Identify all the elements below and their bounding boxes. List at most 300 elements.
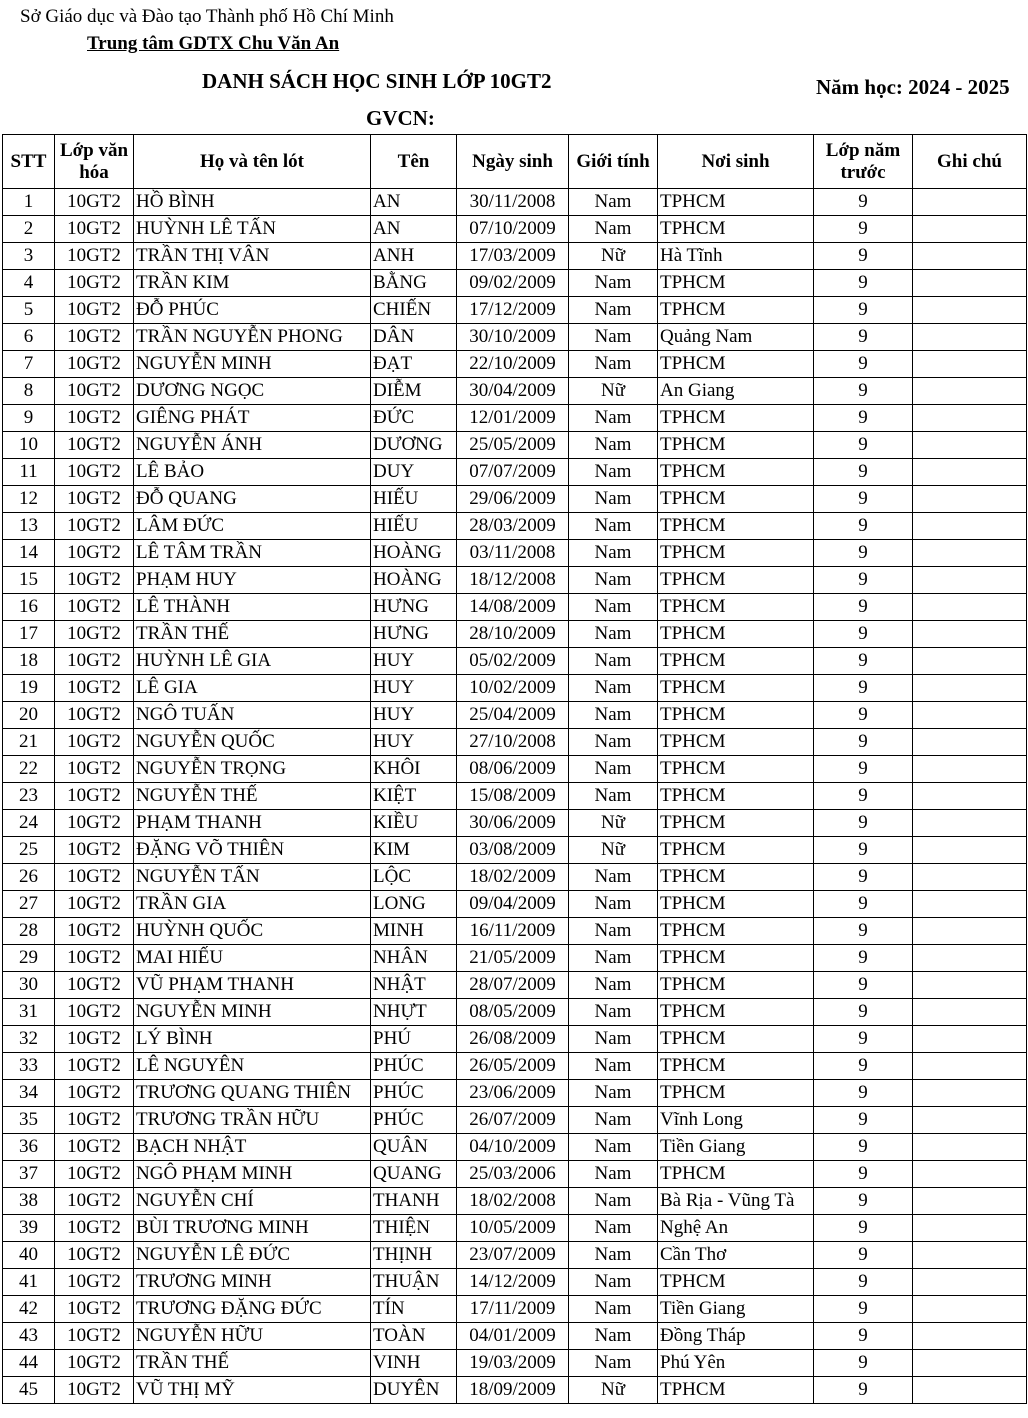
cell-last-middle-name: BẠCH NHẬT [134,1134,371,1161]
table-row [3,810,1027,837]
cell-last-middle-name: NGUYỄN LÊ ĐỨC [134,1242,371,1269]
cell-birthplace: TPHCM [658,1080,814,1107]
cell-birthplace: Phú Yên [658,1350,814,1377]
table-row [3,891,1027,918]
cell-gender: Nam [569,1215,658,1242]
cell-last-middle-name: PHẠM HUY [134,567,371,594]
table-row [3,837,1027,864]
cell-first-name: PHÚ [371,1026,457,1053]
table-row [3,324,1027,351]
cell-birthplace: TPHCM [658,270,814,297]
cell-first-name: KHÔI [371,756,457,783]
column-header-gender: Giới tính [569,135,658,189]
cell-first-name: DUY [371,459,457,486]
cell-stt: 16 [3,594,55,621]
cell-first-name: HUY [371,729,457,756]
cell-stt: 39 [3,1215,55,1242]
cell-gender: Nam [569,405,658,432]
cell-previous-class: 9 [814,1296,913,1323]
cell-stt: 43 [3,1323,55,1350]
cell-birthplace: TPHCM [658,756,814,783]
cell-stt: 42 [3,1296,55,1323]
cell-stt: 45 [3,1377,55,1404]
cell-stt: 23 [3,783,55,810]
cell-notes [913,729,1027,756]
cell-first-name: KIỀU [371,810,457,837]
cell-class: 10GT2 [55,1269,134,1296]
cell-gender: Nam [569,1053,658,1080]
cell-notes [913,972,1027,999]
cell-stt: 1 [3,189,55,216]
cell-notes [913,405,1027,432]
cell-notes [913,648,1027,675]
table-row [3,540,1027,567]
cell-previous-class: 9 [814,513,913,540]
cell-previous-class: 9 [814,1377,913,1404]
cell-class: 10GT2 [55,675,134,702]
cell-notes [913,459,1027,486]
cell-previous-class: 9 [814,297,913,324]
cell-notes [913,810,1027,837]
cell-previous-class: 9 [814,702,913,729]
cell-last-middle-name: NGÔ PHẠM MINH [134,1161,371,1188]
cell-birthplace: TPHCM [658,567,814,594]
cell-notes [913,1107,1027,1134]
cell-first-name: HUY [371,702,457,729]
cell-last-middle-name: LÂM ĐỨC [134,513,371,540]
cell-stt: 40 [3,1242,55,1269]
cell-gender: Nam [569,1026,658,1053]
cell-previous-class: 9 [814,1134,913,1161]
cell-previous-class: 9 [814,1269,913,1296]
cell-gender: Nam [569,1323,658,1350]
cell-notes [913,1053,1027,1080]
cell-birthplace: TPHCM [658,1377,814,1404]
cell-last-middle-name: ĐỖ PHÚC [134,297,371,324]
table-row [3,1296,1027,1323]
cell-previous-class: 9 [814,216,913,243]
cell-birthplace: TPHCM [658,1161,814,1188]
cell-birthdate: 28/03/2009 [457,513,569,540]
column-header-last-middle-name: Họ và tên lót [134,135,371,189]
cell-previous-class: 9 [814,594,913,621]
table-row [3,756,1027,783]
cell-gender: Nam [569,216,658,243]
cell-birthplace: Bà Rịa - Vũng Tà [658,1188,814,1215]
cell-class: 10GT2 [55,837,134,864]
cell-class: 10GT2 [55,1080,134,1107]
cell-gender: Nam [569,594,658,621]
table-row [3,1134,1027,1161]
cell-previous-class: 9 [814,1350,913,1377]
cell-class: 10GT2 [55,486,134,513]
cell-class: 10GT2 [55,1107,134,1134]
cell-first-name: TÍN [371,1296,457,1323]
cell-first-name: DIỄM [371,378,457,405]
cell-birthdate: 07/10/2009 [457,216,569,243]
cell-birthplace: Đồng Tháp [658,1323,814,1350]
cell-notes [913,1296,1027,1323]
cell-notes [913,999,1027,1026]
table-row [3,783,1027,810]
cell-birthplace: TPHCM [658,702,814,729]
cell-class: 10GT2 [55,1188,134,1215]
cell-birthdate: 25/04/2009 [457,702,569,729]
cell-class: 10GT2 [55,1242,134,1269]
cell-gender: Nam [569,918,658,945]
cell-birthdate: 23/07/2009 [457,1242,569,1269]
cell-gender: Nam [569,1080,658,1107]
cell-previous-class: 9 [814,864,913,891]
cell-class: 10GT2 [55,270,134,297]
table-row [3,675,1027,702]
cell-previous-class: 9 [814,1026,913,1053]
cell-birthplace: TPHCM [658,675,814,702]
table-row [3,378,1027,405]
cell-stt: 8 [3,378,55,405]
table-row [3,702,1027,729]
cell-notes [913,837,1027,864]
cell-class: 10GT2 [55,1134,134,1161]
cell-previous-class: 9 [814,1053,913,1080]
cell-notes [913,486,1027,513]
cell-last-middle-name: MAI HIẾU [134,945,371,972]
cell-stt: 21 [3,729,55,756]
table-row [3,1269,1027,1296]
cell-last-middle-name: LÊ NGUYÊN [134,1053,371,1080]
cell-class: 10GT2 [55,459,134,486]
cell-stt: 22 [3,756,55,783]
cell-class: 10GT2 [55,999,134,1026]
cell-stt: 35 [3,1107,55,1134]
cell-previous-class: 9 [814,432,913,459]
cell-first-name: THUẬN [371,1269,457,1296]
cell-stt: 28 [3,918,55,945]
cell-class: 10GT2 [55,594,134,621]
cell-first-name: TOÀN [371,1323,457,1350]
cell-birthplace: TPHCM [658,918,814,945]
cell-first-name: QUÂN [371,1134,457,1161]
cell-last-middle-name: TRẦN THẾ [134,1350,371,1377]
table-row [3,918,1027,945]
cell-class: 10GT2 [55,324,134,351]
cell-stt: 30 [3,972,55,999]
cell-last-middle-name: BÙI TRƯƠNG MINH [134,1215,371,1242]
cell-previous-class: 9 [814,837,913,864]
column-header-first-name: Tên [371,135,457,189]
cell-birthplace: TPHCM [658,405,814,432]
table-row [3,189,1027,216]
table-row [3,999,1027,1026]
cell-first-name: HIẾU [371,486,457,513]
table-row [3,243,1027,270]
cell-stt: 10 [3,432,55,459]
cell-birthplace: TPHCM [658,945,814,972]
cell-first-name: THANH [371,1188,457,1215]
cell-birthdate: 26/08/2009 [457,1026,569,1053]
cell-notes [913,675,1027,702]
cell-last-middle-name: TRƯƠNG QUANG THIÊN [134,1080,371,1107]
cell-class: 10GT2 [55,945,134,972]
cell-notes [913,945,1027,972]
cell-notes [913,1269,1027,1296]
cell-class: 10GT2 [55,1350,134,1377]
column-header-class: Lớp văn hóa [55,135,134,189]
cell-class: 10GT2 [55,756,134,783]
cell-gender: Nam [569,351,658,378]
cell-birthplace: TPHCM [658,783,814,810]
cell-first-name: HOÀNG [371,540,457,567]
cell-first-name: DÂN [371,324,457,351]
cell-previous-class: 9 [814,270,913,297]
cell-class: 10GT2 [55,783,134,810]
cell-last-middle-name: TRẦN KIM [134,270,371,297]
cell-gender: Nam [569,729,658,756]
cell-previous-class: 9 [814,243,913,270]
cell-stt: 19 [3,675,55,702]
column-header-notes: Ghi chú [913,135,1027,189]
cell-stt: 13 [3,513,55,540]
cell-notes [913,864,1027,891]
cell-birthdate: 07/07/2009 [457,459,569,486]
cell-gender: Nam [569,189,658,216]
cell-first-name: DUYÊN [371,1377,457,1404]
cell-previous-class: 9 [814,1188,913,1215]
cell-last-middle-name: GIÊNG PHÁT [134,405,371,432]
cell-first-name: ĐỨC [371,405,457,432]
cell-birthplace: Cần Thơ [658,1242,814,1269]
cell-notes [913,918,1027,945]
cell-birthdate: 30/04/2009 [457,378,569,405]
cell-gender: Nữ [569,837,658,864]
cell-notes [913,1080,1027,1107]
cell-last-middle-name: TRẦN NGUYỄN PHONG [134,324,371,351]
cell-gender: Nam [569,297,658,324]
cell-birthdate: 17/03/2009 [457,243,569,270]
cell-first-name: HUY [371,648,457,675]
cell-previous-class: 9 [814,486,913,513]
cell-birthplace: Tiền Giang [658,1134,814,1161]
cell-notes [913,351,1027,378]
center-name: Trung tâm GDTX Chu Văn An [87,33,340,54]
cell-birthplace: TPHCM [658,297,814,324]
cell-previous-class: 9 [814,756,913,783]
cell-stt: 5 [3,297,55,324]
cell-gender: Nữ [569,378,658,405]
cell-gender: Nam [569,540,658,567]
cell-first-name: LONG [371,891,457,918]
cell-birthdate: 04/10/2009 [457,1134,569,1161]
table-row [3,972,1027,999]
cell-stt: 27 [3,891,55,918]
cell-stt: 38 [3,1188,55,1215]
cell-stt: 12 [3,486,55,513]
cell-gender: Nam [569,675,658,702]
cell-birthdate: 18/09/2009 [457,1377,569,1404]
cell-previous-class: 9 [814,1323,913,1350]
cell-notes [913,540,1027,567]
cell-first-name: CHIẾN [371,297,457,324]
cell-birthplace: TPHCM [658,810,814,837]
cell-last-middle-name: LÊ GIA [134,675,371,702]
cell-stt: 33 [3,1053,55,1080]
cell-first-name: HUY [371,675,457,702]
cell-notes [913,1134,1027,1161]
table-row [3,351,1027,378]
cell-stt: 31 [3,999,55,1026]
cell-birthplace: TPHCM [658,459,814,486]
cell-notes [913,189,1027,216]
cell-previous-class: 9 [814,783,913,810]
cell-birthdate: 18/02/2009 [457,864,569,891]
cell-birthplace: TPHCM [658,432,814,459]
cell-last-middle-name: DƯƠNG NGỌC [134,378,371,405]
cell-last-middle-name: NGUYỄN HỮU [134,1323,371,1350]
cell-previous-class: 9 [814,918,913,945]
cell-last-middle-name: HỒ BÌNH [134,189,371,216]
cell-gender: Nam [569,1188,658,1215]
cell-birthdate: 04/01/2009 [457,1323,569,1350]
cell-birthplace: TPHCM [658,1053,814,1080]
cell-notes [913,297,1027,324]
cell-last-middle-name: TRƯƠNG TRẦN HỮU [134,1107,371,1134]
cell-last-middle-name: NGUYỄN CHÍ [134,1188,371,1215]
cell-last-middle-name: TRẦN THỊ VÂN [134,243,371,270]
cell-class: 10GT2 [55,621,134,648]
cell-last-middle-name: NGUYỄN MINH [134,351,371,378]
cell-birthdate: 27/10/2008 [457,729,569,756]
cell-previous-class: 9 [814,567,913,594]
cell-birthdate: 10/05/2009 [457,1215,569,1242]
cell-class: 10GT2 [55,1161,134,1188]
cell-birthplace: Tiền Giang [658,1296,814,1323]
table-row [3,216,1027,243]
cell-class: 10GT2 [55,864,134,891]
cell-birthdate: 16/11/2009 [457,918,569,945]
table-row [3,729,1027,756]
cell-first-name: ĐẠT [371,351,457,378]
cell-birthdate: 29/06/2009 [457,486,569,513]
cell-birthplace: TPHCM [658,513,814,540]
table-row [3,1242,1027,1269]
cell-notes [913,756,1027,783]
cell-gender: Nữ [569,1377,658,1404]
cell-first-name: HƯNG [371,621,457,648]
cell-birthplace: TPHCM [658,351,814,378]
cell-last-middle-name: LÊ BẢO [134,459,371,486]
cell-notes [913,1323,1027,1350]
cell-last-middle-name: TRẦN GIA [134,891,371,918]
cell-class: 10GT2 [55,432,134,459]
cell-previous-class: 9 [814,1080,913,1107]
cell-first-name: PHÚC [371,1053,457,1080]
cell-first-name: VINH [371,1350,457,1377]
cell-class: 10GT2 [55,216,134,243]
table-row [3,486,1027,513]
cell-birthdate: 21/05/2009 [457,945,569,972]
cell-notes [913,432,1027,459]
cell-class: 10GT2 [55,540,134,567]
cell-gender: Nam [569,1134,658,1161]
cell-previous-class: 9 [814,351,913,378]
cell-class: 10GT2 [55,351,134,378]
cell-first-name: HOÀNG [371,567,457,594]
table-row [3,1323,1027,1350]
cell-last-middle-name: LÊ THÀNH [134,594,371,621]
cell-first-name: MINH [371,918,457,945]
cell-first-name: HIẾU [371,513,457,540]
cell-first-name: AN [371,216,457,243]
cell-last-middle-name: NGUYỄN MINH [134,999,371,1026]
table-row [3,945,1027,972]
cell-class: 10GT2 [55,243,134,270]
cell-stt: 2 [3,216,55,243]
cell-stt: 3 [3,243,55,270]
cell-birthdate: 26/07/2009 [457,1107,569,1134]
cell-gender: Nam [569,1107,658,1134]
cell-class: 10GT2 [55,648,134,675]
cell-birthdate: 26/05/2009 [457,1053,569,1080]
cell-notes [913,324,1027,351]
cell-notes [913,783,1027,810]
cell-birthplace: TPHCM [658,594,814,621]
cell-notes [913,378,1027,405]
cell-birthplace: Nghệ An [658,1215,814,1242]
cell-birthdate: 30/06/2009 [457,810,569,837]
cell-previous-class: 9 [814,1161,913,1188]
cell-previous-class: 9 [814,810,913,837]
cell-last-middle-name: VŨ PHẠM THANH [134,972,371,999]
cell-stt: 29 [3,945,55,972]
cell-stt: 25 [3,837,55,864]
cell-notes [913,1026,1027,1053]
page-title: DANH SÁCH HỌC SINH LỚP 10GT2 [202,69,552,93]
cell-birthplace: TPHCM [658,189,814,216]
cell-first-name: THIỆN [371,1215,457,1242]
cell-stt: 41 [3,1269,55,1296]
table-row [3,1026,1027,1053]
cell-gender: Nam [569,783,658,810]
cell-birthdate: 10/02/2009 [457,675,569,702]
cell-gender: Nam [569,270,658,297]
cell-last-middle-name: LÝ BÌNH [134,1026,371,1053]
cell-notes [913,1377,1027,1404]
cell-last-middle-name: NGÔ TUẤN [134,702,371,729]
cell-last-middle-name: HUỲNH LÊ GIA [134,648,371,675]
cell-class: 10GT2 [55,1377,134,1404]
cell-last-middle-name: LÊ TÂM TRẦN [134,540,371,567]
cell-birthdate: 23/06/2009 [457,1080,569,1107]
cell-class: 10GT2 [55,1215,134,1242]
school-year: Năm học: 2024 - 2025 [816,75,1010,99]
cell-notes [913,594,1027,621]
department-name: Sở Giáo dục và Đào tạo Thành phố Hồ Chí Minh [20,6,394,27]
cell-class: 10GT2 [55,972,134,999]
cell-stt: 4 [3,270,55,297]
cell-gender: Nam [569,486,658,513]
cell-birthplace: Quảng Nam [658,324,814,351]
column-header-stt: STT [3,135,55,189]
cell-last-middle-name: VŨ THỊ MỸ [134,1377,371,1404]
cell-stt: 11 [3,459,55,486]
cell-birthdate: 18/02/2008 [457,1188,569,1215]
cell-birthplace: Vĩnh Long [658,1107,814,1134]
cell-last-middle-name: NGUYỄN TẤN [134,864,371,891]
cell-notes [913,1350,1027,1377]
cell-stt: 17 [3,621,55,648]
cell-birthplace: TPHCM [658,729,814,756]
cell-previous-class: 9 [814,729,913,756]
